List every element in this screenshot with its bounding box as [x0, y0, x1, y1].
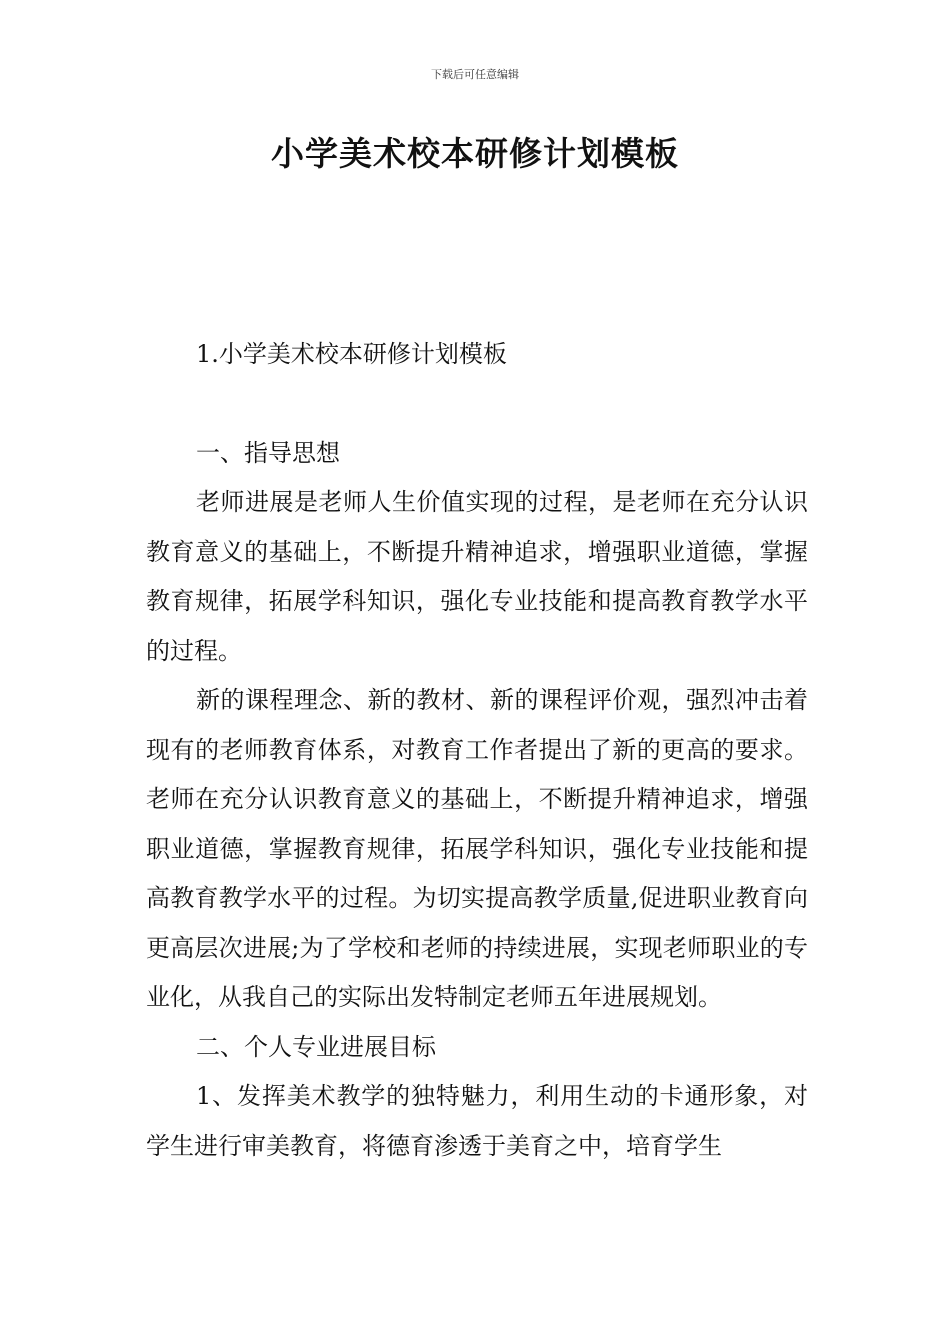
paragraph: 老师进展是老师人生价值实现的过程，是老师在充分认识教育意义的基础上，不断提升精神追求，增强职业道德，掌握教育规律，拓展学科知识，强化专业技能和提高教育教学水平的过程。 — [146, 488, 808, 665]
subsection-heading-guiding-ideology: 一、指导思想 — [196, 438, 340, 467]
paragraph: 1、发挥美术教学的独特魅力，利用生动的卡通形象，对学生进行审美教育，将德育渗透于美育之中，培育学生 — [146, 1082, 808, 1160]
document-body — [146, 330, 808, 1171]
document-title: 小学美术校本研修计划模板 — [271, 134, 679, 173]
header-note: 下载后可任意编辑 — [431, 68, 519, 81]
section-heading: 1.小学美术校本研修计划模板 — [196, 340, 507, 368]
subsection-heading-personal-goals: 二、个人专业进展目标 — [196, 1032, 436, 1061]
paragraph: 新的课程理念、新的教材、新的课程评价观，强烈冲击着现有的老师教育体系，对教育工作者提出了新的更高的要求。老师在充分认识教育意义的基础上，不断提升精神追求，增强职业道德，掌握教育规律，拓展学科知识，强化专业技能和提高教育教学水平的过程。为切实提高教学质量,促进职业教育向更高层次进展;为了学校和老师的持续进展，实现老师职业的专业化，从我自己的实际出发特制定老师五年进展规划。 — [146, 686, 808, 1011]
